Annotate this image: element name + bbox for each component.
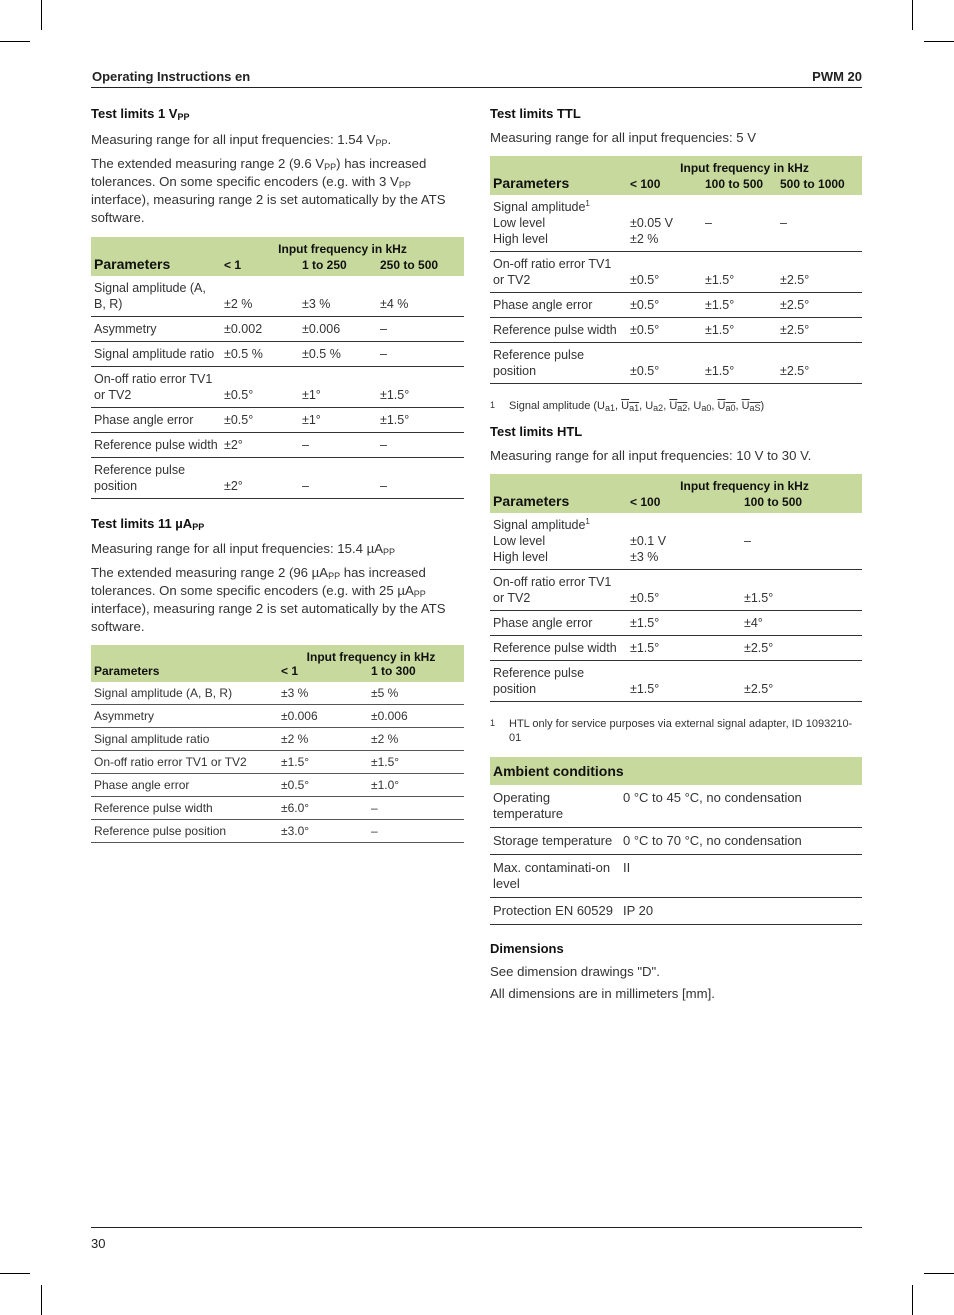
paragraph: The extended measuring range 2 (96 µA$_{PP}$ has increased tolerances. On some specific encoders (e.g. with 25 µA$_{PP}$ interface), measuring range 2 is set automatically by the ATS software. <box>91 565 446 634</box>
header-right: PWM 20 <box>812 69 862 84</box>
table-cell: ±2 % <box>371 732 399 746</box>
table-cell: ±0.05 V ±2 % <box>630 216 673 246</box>
column-header: < 100 <box>627 175 702 195</box>
table-cell: 0 °C to 45 °C, no condensation <box>623 790 802 805</box>
paragraph: Measuring range for all input frequencies: 5 V <box>490 130 757 145</box>
table-row <box>91 408 464 433</box>
page-number: 30 <box>91 1236 106 1251</box>
column-header: Parameters <box>91 664 278 682</box>
table-row <box>490 661 862 702</box>
table-cell: Storage temperature <box>493 833 613 848</box>
table-row <box>490 785 862 828</box>
table-cell: ±6.0° <box>281 801 310 815</box>
group-header: Input frequency in kHz <box>627 474 862 493</box>
table-cell: ±0.5° <box>281 778 310 792</box>
table-row <box>91 728 464 751</box>
table-cell: ±0.5° <box>224 413 254 427</box>
column-header: < 1 <box>278 664 368 682</box>
table-cell: Operating temperature <box>493 790 564 821</box>
table-row <box>91 458 464 499</box>
table-cell: ±0.5° <box>630 364 660 378</box>
table-cell: – <box>744 534 751 548</box>
table-row <box>490 293 862 318</box>
table-cell: ±4 % <box>380 297 409 311</box>
column-header: 1 to 300 <box>368 664 464 682</box>
table-cell: Asymmetry <box>94 709 154 723</box>
table-row <box>490 828 862 855</box>
table-cell: ±1.5° <box>630 682 660 696</box>
crop-mark <box>912 0 913 30</box>
table-cell: On-off ratio error TV1 or TV2 <box>493 575 612 605</box>
table-row <box>91 433 464 458</box>
table-ttl <box>490 156 862 384</box>
table-row <box>490 252 862 293</box>
table-cell: Reference pulse position <box>94 463 186 493</box>
table-cell: ±0.5° <box>630 298 660 312</box>
table-cell: – <box>371 824 378 838</box>
table-cell: ±1.5° <box>705 364 735 378</box>
table-1vpp <box>91 237 464 499</box>
table-cell: ±0.5 % <box>224 347 263 361</box>
column-header: 100 to 500 <box>702 175 777 195</box>
table-cell: Asymmetry <box>94 322 157 336</box>
table-cell: ±1.5° <box>705 323 735 337</box>
table-cell: – <box>380 438 387 452</box>
section-title-11uapp: Test limits 11 µA$_{PP}$ <box>91 516 205 532</box>
table-cell: ±1.5° <box>281 755 310 769</box>
table-cell: ±3.0° <box>281 824 310 838</box>
table-cell: Signal amplitude$^1$ Low level High level <box>493 517 590 564</box>
table-cell: ±1.5° <box>630 616 660 630</box>
table-cell: ±0.5° <box>630 591 660 605</box>
footnote: 1 Signal amplitude ($U_{a1}$, $U_{a1}$, $U_{a2}$, $U_{a2}$, $U_{a0}$, $U_{a0}$, $U_{aS}$) <box>490 400 765 413</box>
table-cell: Reference pulse width <box>493 323 617 337</box>
table-cell: ±1.5° <box>380 388 410 402</box>
table-row <box>490 898 862 925</box>
table-row <box>91 797 464 820</box>
table-row <box>490 513 862 570</box>
table-cell: Phase angle error <box>94 413 194 427</box>
table-cell: ±2° <box>224 479 243 493</box>
table-cell: ±2.5° <box>744 641 774 655</box>
paragraph: Measuring range for all input frequencies: 15.4 µA$_{PP}$ <box>91 541 396 557</box>
table-cell: Reference pulse position <box>493 666 585 696</box>
table-row <box>91 820 464 843</box>
table-cell: IP 20 <box>623 903 654 918</box>
table-cell: 0 °C to 70 °C, no condensation <box>623 833 802 848</box>
table-cell: – <box>705 216 712 230</box>
left-column <box>91 105 464 843</box>
table-cell: ±1.5° <box>705 298 735 312</box>
table-cell: ±0.5° <box>224 388 254 402</box>
table-row <box>91 342 464 367</box>
header-left: Operating Instructions en <box>92 69 251 84</box>
table-cell: Signal amplitude ratio <box>94 347 215 361</box>
crop-mark <box>0 1273 30 1274</box>
table-row <box>91 682 464 705</box>
table-row <box>490 195 862 252</box>
table-cell: Max. contaminati-on level <box>493 860 611 891</box>
column-header: Parameters <box>490 493 627 513</box>
table-cell: Phase angle error <box>94 778 190 792</box>
table-11uapp <box>91 645 464 843</box>
table-cell: – <box>380 322 387 336</box>
table-cell: Reference pulse position <box>94 824 227 838</box>
column-header: < 100 <box>627 493 741 513</box>
table-row <box>490 855 862 898</box>
table-cell: ±4° <box>744 616 763 630</box>
group-header: Input frequency in kHz <box>627 156 862 175</box>
group-header: Input frequency in kHz <box>221 237 464 256</box>
paragraph: All dimensions are in millimeters [mm]. <box>490 986 715 1001</box>
crop-mark <box>924 1273 954 1274</box>
table-cell: ±1.5° <box>371 755 400 769</box>
paragraph: Measuring range for all input frequencies: 1.54 $V_{PP}$. <box>91 132 392 148</box>
table-cell: ±0.5° <box>630 323 660 337</box>
crop-mark <box>912 1285 913 1315</box>
table-cell: ±0.006 <box>302 322 341 336</box>
paragraph: Measuring range for all input frequencies: 10 V to 30 V. <box>490 448 812 463</box>
crop-mark <box>924 41 954 42</box>
paragraph: See dimension drawings "D". <box>490 964 660 979</box>
table-row <box>490 343 862 384</box>
group-header: Input frequency in kHz <box>278 645 464 664</box>
table-cell: Signal amplitude (A, B, R) <box>94 281 206 311</box>
table-cell: ±1.0° <box>371 778 400 792</box>
table-row <box>490 570 862 611</box>
table-cell: ±2.5° <box>780 298 810 312</box>
table-row <box>490 636 862 661</box>
table-cell: ±2.5° <box>780 364 810 378</box>
table-row <box>91 774 464 797</box>
table-cell: – <box>380 479 387 493</box>
table-row <box>91 317 464 342</box>
crop-mark <box>41 1285 42 1315</box>
section-title-dimensions: Dimensions <box>490 941 564 956</box>
table-cell: Signal amplitude ratio <box>94 732 210 746</box>
column-header: Parameters <box>490 175 627 195</box>
table-cell: ±0.5° <box>630 273 660 287</box>
table-cell: Reference pulse width <box>94 801 213 815</box>
table-cell: ±2.5° <box>780 273 810 287</box>
table-cell: – <box>302 479 309 493</box>
page-footer <box>91 1227 862 1251</box>
section-title-1vpp: Test limits 1 $V_{PP}$ <box>91 106 190 122</box>
table-cell: Protection EN 60529 <box>493 903 613 918</box>
table-row <box>91 751 464 774</box>
column-header: < 1 <box>221 256 299 276</box>
table-cell: ±2 % <box>224 297 253 311</box>
table-cell: Signal amplitude (A, B, R) <box>94 686 233 700</box>
table-cell: On-off ratio error TV1 or TV2 <box>94 755 247 769</box>
column-header: Parameters <box>91 256 221 276</box>
table-cell: ±2° <box>224 438 243 452</box>
right-column <box>490 105 862 1003</box>
table-cell: ±0.5 % <box>302 347 341 361</box>
table-cell: ±3 % <box>281 686 309 700</box>
table-cell: Phase angle error <box>493 298 593 312</box>
table-cell: – <box>780 216 787 230</box>
table-cell: Reference pulse width <box>493 641 617 655</box>
table-row <box>490 611 862 636</box>
footnote: 1 HTL only for service purposes via external signal adapter, ID 1093210-01 <box>490 718 853 744</box>
table-cell: ±2.5° <box>780 323 810 337</box>
column-header: 100 to 500 <box>741 493 862 513</box>
table-cell: ±0.006 <box>281 709 318 723</box>
column-header: 1 to 250 <box>299 256 377 276</box>
table-cell: ±3 % <box>302 297 331 311</box>
table-cell: ±1.5° <box>630 641 660 655</box>
table-row <box>91 367 464 408</box>
table-htl <box>490 474 862 702</box>
table-cell: Reference pulse position <box>493 348 585 378</box>
table-cell: ±1.5° <box>705 273 735 287</box>
table-row <box>490 318 862 343</box>
page-header <box>91 69 862 88</box>
section-title-ttl: Test limits TTL <box>490 106 581 121</box>
table-row <box>91 276 464 317</box>
table-cell: ±1° <box>302 413 321 427</box>
table-cell: Phase angle error <box>493 616 593 630</box>
table-cell: – <box>302 438 309 452</box>
table-cell: ±2 % <box>281 732 309 746</box>
table-cell: ±1.5° <box>380 413 410 427</box>
table-cell: On-off ratio error TV1 or TV2 <box>493 257 612 287</box>
table-cell: II <box>623 860 631 875</box>
column-header: 250 to 500 <box>377 256 464 276</box>
section-title-htl: Test limits HTL <box>490 424 583 439</box>
paragraph: The extended measuring range 2 (9.6 $V_{PP}$) has increased tolerances. On some specific encoders (e.g. with 3 $V_{PP}$ interface), measuring range 2 is set automatically by the ATS software. <box>91 156 446 225</box>
table-ambient-conditions <box>490 757 862 925</box>
table-cell: Signal amplitude$^1$ Low level High level <box>493 199 590 246</box>
table-title: Ambient conditions <box>490 757 862 785</box>
crop-mark <box>41 0 42 30</box>
table-row <box>91 705 464 728</box>
table-cell: ±1.5° <box>744 591 774 605</box>
table-cell: ±0.006 <box>371 709 408 723</box>
table-cell: – <box>380 347 387 361</box>
table-cell: ±2.5° <box>744 682 774 696</box>
table-cell: ±0.1 V ±3 % <box>630 534 667 564</box>
table-cell: Reference pulse width <box>94 438 218 452</box>
column-header: 500 to 1000 <box>777 175 862 195</box>
table-cell: ±5 % <box>371 686 399 700</box>
crop-mark <box>0 41 30 42</box>
table-cell: ±1° <box>302 388 321 402</box>
table-cell: On-off ratio error TV1 or TV2 <box>94 372 213 402</box>
table-cell: – <box>371 801 378 815</box>
table-cell: ±0.002 <box>224 322 263 336</box>
